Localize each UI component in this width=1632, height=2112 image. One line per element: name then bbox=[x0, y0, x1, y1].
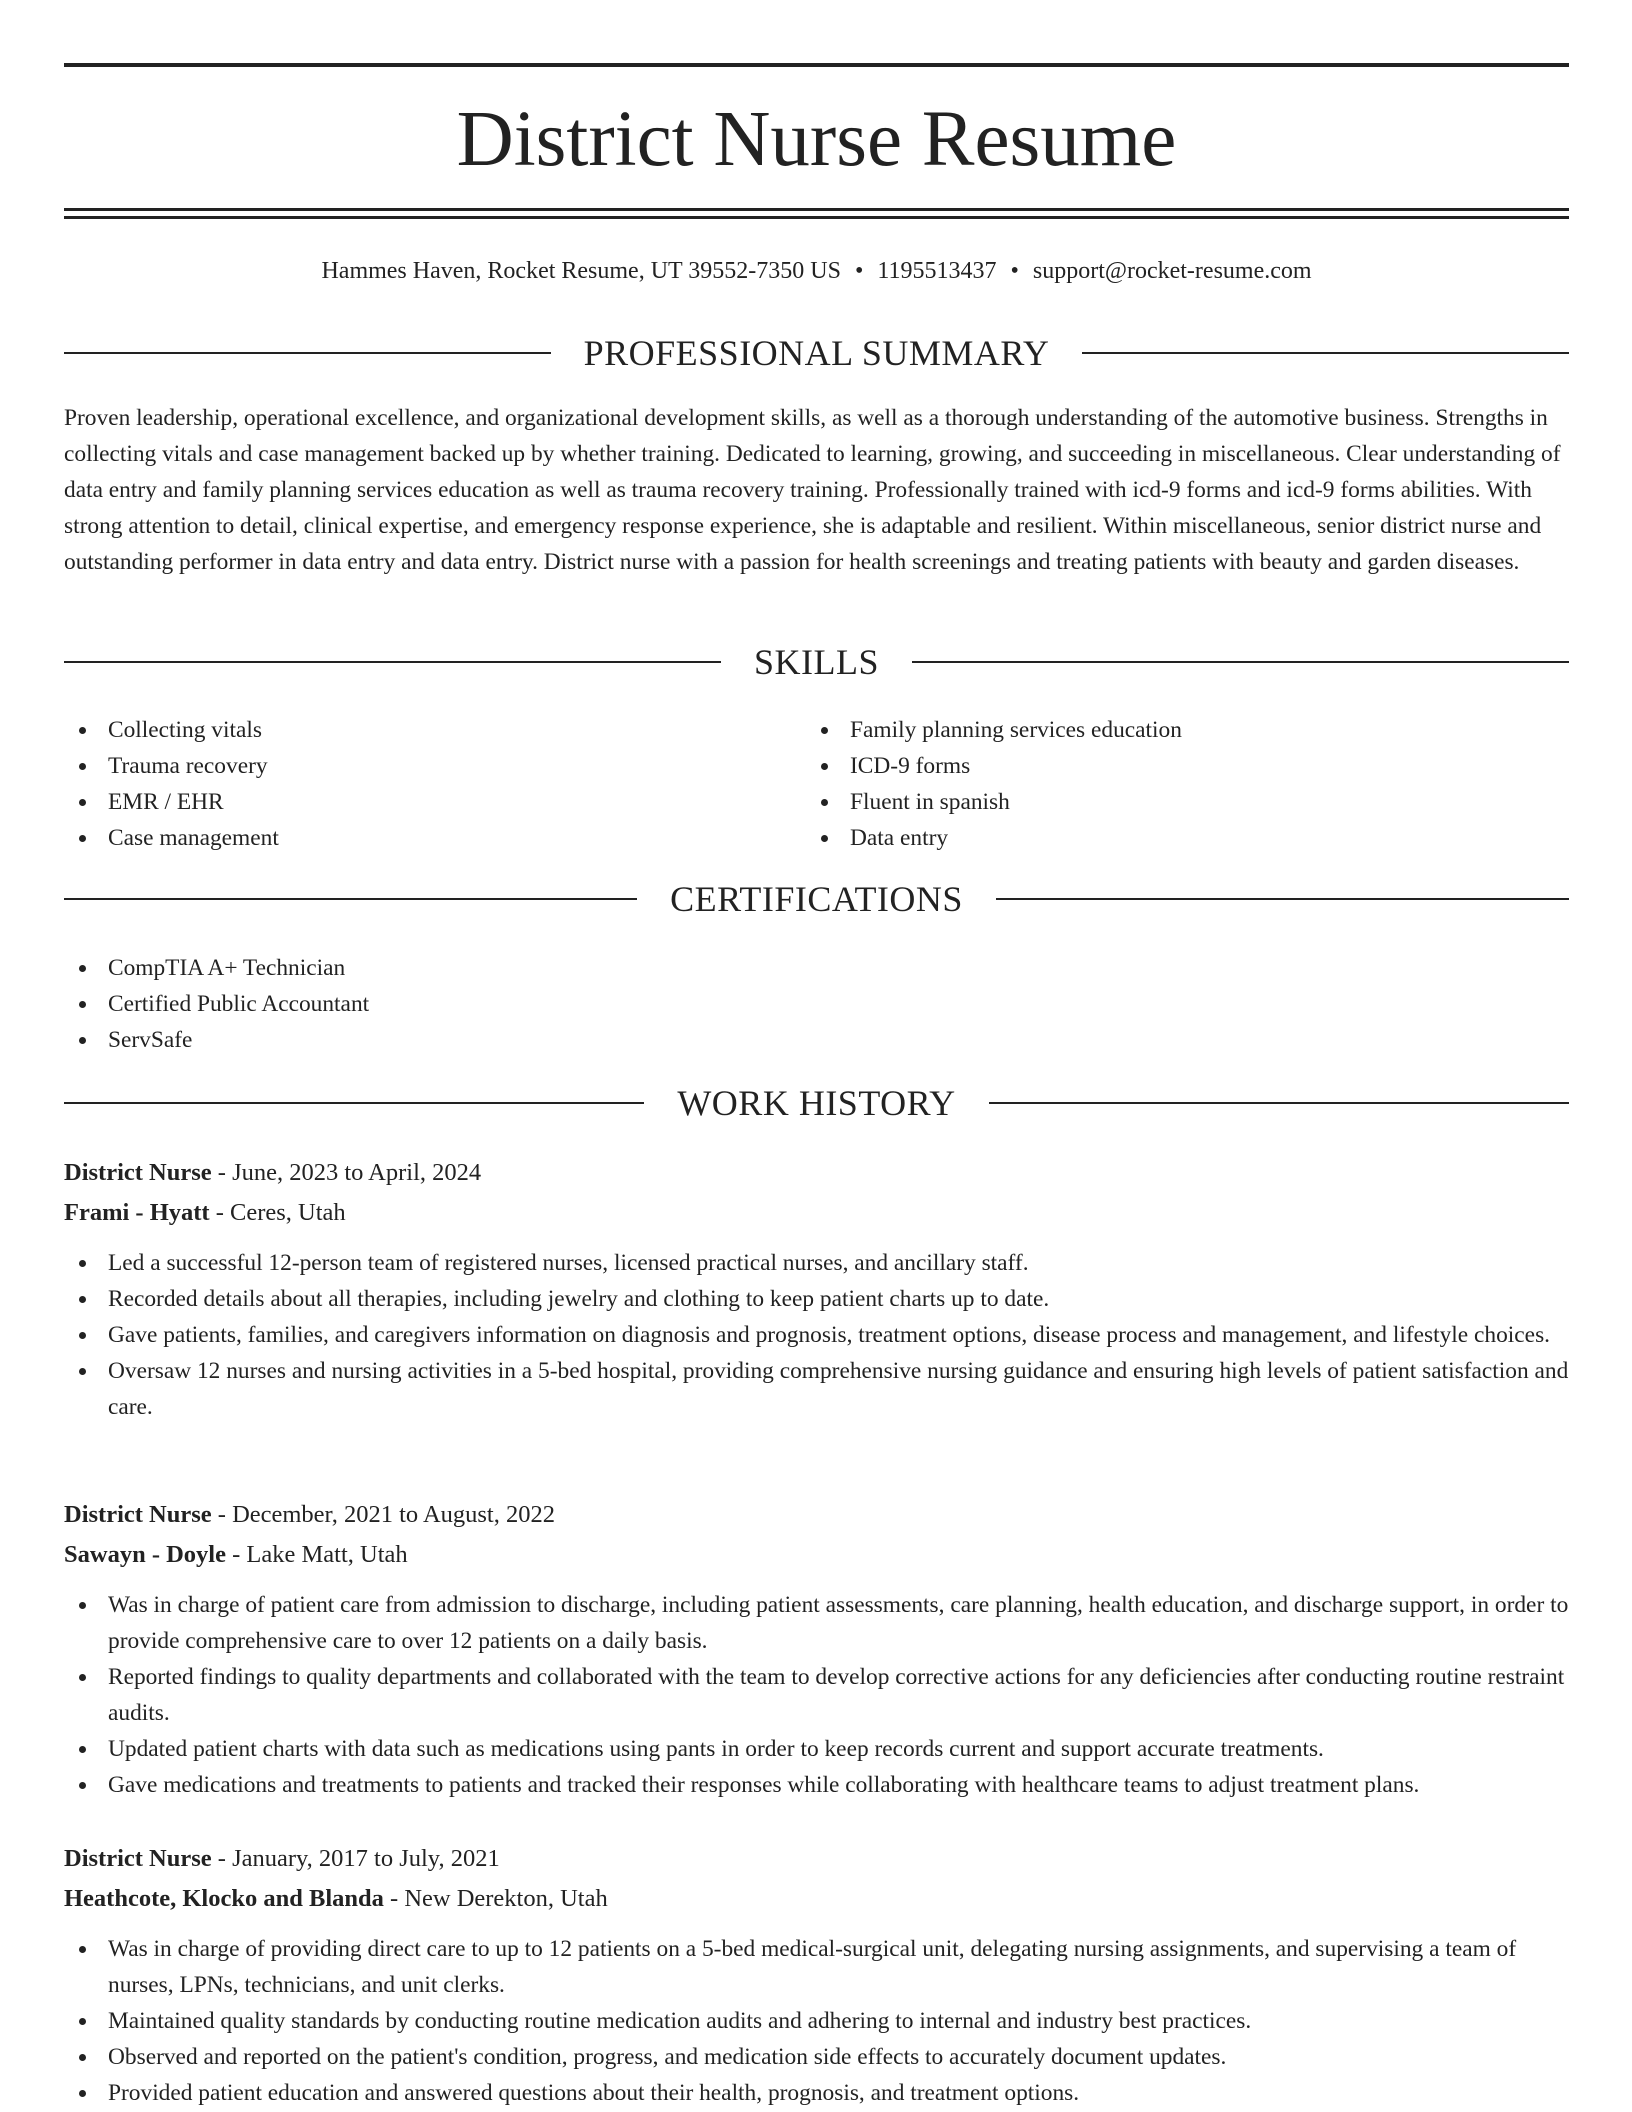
job-dash: - bbox=[225, 1541, 247, 1568]
job-title: District Nurse bbox=[64, 1501, 212, 1528]
top-divider bbox=[64, 63, 1569, 67]
skill-item: Family planning services education bbox=[806, 712, 1506, 748]
job-entry bbox=[64, 1839, 1569, 2111]
job-bullets bbox=[64, 1245, 1569, 1425]
job-location: New Derekton, Utah bbox=[404, 1885, 608, 1912]
contact-phone: 1195513437 bbox=[877, 258, 997, 284]
job-title-line bbox=[64, 1153, 1569, 1193]
heading-rule-right bbox=[912, 661, 1569, 663]
job-bullet: Was in charge of patient care from admission to discharge, including patient assessments, care planning, health education, and discharge support, in order to provide comprehensive care to over 12 patients on a daily basis. bbox=[64, 1587, 1569, 1659]
contact-line bbox=[64, 254, 1569, 288]
contact-address: Hammes Haven, Rocket Resume, UT 39552-7350 US bbox=[321, 258, 841, 284]
certification-item: ServSafe bbox=[64, 1022, 864, 1058]
job-title-line bbox=[64, 1839, 1569, 1879]
job-bullet: Was in charge of providing direct care to up to 12 patients on a 5-bed medical-surgical unit, delegating nursing assignments, and supervising a team of nurses, LPNs, technicians, and unit clerks. bbox=[64, 1931, 1569, 2003]
job-company-line bbox=[64, 1879, 1569, 1919]
contact-separator: • bbox=[1010, 258, 1019, 284]
summary-heading bbox=[64, 331, 1569, 375]
job-entry bbox=[64, 1495, 1569, 1803]
job-company: Frami - Hyatt bbox=[64, 1199, 210, 1226]
skill-item: Collecting vitals bbox=[64, 712, 764, 748]
certification-item: CompTIA A+ Technician bbox=[64, 950, 864, 986]
heading-rule-right bbox=[989, 1102, 1569, 1104]
contact-separator: • bbox=[854, 258, 864, 284]
heading-rule-right bbox=[996, 898, 1569, 900]
job-dates: June, 2023 to April, 2024 bbox=[232, 1159, 482, 1186]
skills-heading-label: SKILLS bbox=[754, 642, 880, 682]
certifications-heading bbox=[64, 877, 1569, 921]
job-dash: - bbox=[383, 1885, 405, 1912]
job-title: District Nurse bbox=[64, 1845, 212, 1872]
work-history-heading bbox=[64, 1081, 1569, 1125]
certifications-list bbox=[64, 950, 864, 1058]
skill-item: EMR / EHR bbox=[64, 784, 764, 820]
job-bullet: Recorded details about all therapies, including jewelry and clothing to keep patient charts up to date. bbox=[64, 1281, 1569, 1317]
job-bullet: Updated patient charts with data such as medications using pants in order to keep records current and support accurate treatments. bbox=[64, 1731, 1569, 1767]
skills-column-right bbox=[806, 712, 1506, 856]
skills-list-left bbox=[64, 712, 764, 856]
job-company-line bbox=[64, 1535, 1569, 1575]
job-dates: January, 2017 to July, 2021 bbox=[232, 1845, 500, 1872]
heading-rule-left bbox=[64, 352, 551, 354]
contact-email: support@rocket-resume.com bbox=[1032, 258, 1312, 284]
resume-title: District Nurse Resume bbox=[456, 96, 1177, 183]
heading-rule-left bbox=[64, 1102, 644, 1104]
job-dash: - bbox=[211, 1845, 233, 1872]
title-divider-lower bbox=[64, 216, 1569, 219]
job-dash: - bbox=[211, 1501, 233, 1528]
job-company: Sawayn - Doyle bbox=[64, 1541, 226, 1568]
job-location: Lake Matt, Utah bbox=[246, 1541, 408, 1568]
summary-text: Proven leadership, operational excellence, and organizational development skills, as well as a thorough understanding of the automotive business. Strengths in collecting vitals and case management backed up by whether training. Dedicated to learning, growing, and succeeding in miscellaneous. Clear understanding of data entry and family planning services education as well as trauma recovery training. Professionally trained with icd-9 forms and icd-9 forms abilities. With strong attention to detail, clinical expertise, and emergency response experience, she is adaptable and resilient. Within miscellaneous, senior district nurse and outstanding performer in data entry and data entry. District nurse with a passion for health screenings and treating patients with beauty and garden diseases. bbox=[64, 405, 1561, 575]
skill-item: ICD-9 forms bbox=[806, 748, 1506, 784]
job-bullet: Oversaw 12 nurses and nursing activities in a 5-bed hospital, providing comprehensive nursing guidance and ensuring high levels of patient satisfaction and care. bbox=[64, 1353, 1569, 1425]
job-dates: December, 2021 to August, 2022 bbox=[232, 1501, 555, 1528]
skill-item: Trauma recovery bbox=[64, 748, 764, 784]
heading-rule-left bbox=[64, 898, 637, 900]
skills-column-left bbox=[64, 712, 764, 856]
job-bullet: Maintained quality standards by conducting routine medication audits and adhering to internal and industry best practices. bbox=[64, 2003, 1569, 2039]
job-bullet: Gave medications and treatments to patients and tracked their responses while collaborating with healthcare teams to adjust treatment plans. bbox=[64, 1767, 1569, 1803]
job-bullets bbox=[64, 1587, 1569, 1803]
summary-heading-label: PROFESSIONAL SUMMARY bbox=[583, 333, 1050, 373]
job-dash: - bbox=[211, 1159, 233, 1186]
title-divider-upper bbox=[64, 208, 1569, 211]
job-bullet: Led a successful 12-person team of registered nurses, licensed practical nurses, and ancillary staff. bbox=[64, 1245, 1569, 1281]
job-company: Heathcote, Klocko and Blanda bbox=[64, 1885, 384, 1912]
job-bullet: Gave patients, families, and caregivers information on diagnosis and prognosis, treatment options, disease process and management, and lifestyle choices. bbox=[64, 1317, 1569, 1353]
job-dash: - bbox=[209, 1199, 231, 1226]
heading-rule-right bbox=[1082, 352, 1569, 354]
work-history-heading-label: WORK HISTORY bbox=[677, 1083, 956, 1123]
skill-item: Fluent in spanish bbox=[806, 784, 1506, 820]
skill-item: Data entry bbox=[806, 820, 1506, 856]
certifications-heading-label: CERTIFICATIONS bbox=[670, 879, 963, 919]
job-bullet: Provided patient education and answered questions about their health, prognosis, and treatment options. bbox=[64, 2075, 1569, 2111]
skills-heading bbox=[64, 640, 1569, 684]
job-title-line bbox=[64, 1495, 1569, 1535]
job-bullet: Observed and reported on the patient's condition, progress, and medication side effects to accurately document updates. bbox=[64, 2039, 1569, 2075]
job-entry bbox=[64, 1153, 1569, 1425]
job-title: District Nurse bbox=[64, 1159, 212, 1186]
job-company-line bbox=[64, 1193, 1569, 1233]
job-bullet: Reported findings to quality departments and collaborated with the team to develop corrective actions for any deficiencies after conducting routine restraint audits. bbox=[64, 1659, 1569, 1731]
heading-rule-left bbox=[64, 661, 721, 663]
skills-list-right bbox=[806, 712, 1506, 856]
certification-item: Certified Public Accountant bbox=[64, 986, 864, 1022]
job-bullets bbox=[64, 1931, 1569, 2111]
job-location: Ceres, Utah bbox=[230, 1199, 346, 1226]
skill-item: Case management bbox=[64, 820, 764, 856]
